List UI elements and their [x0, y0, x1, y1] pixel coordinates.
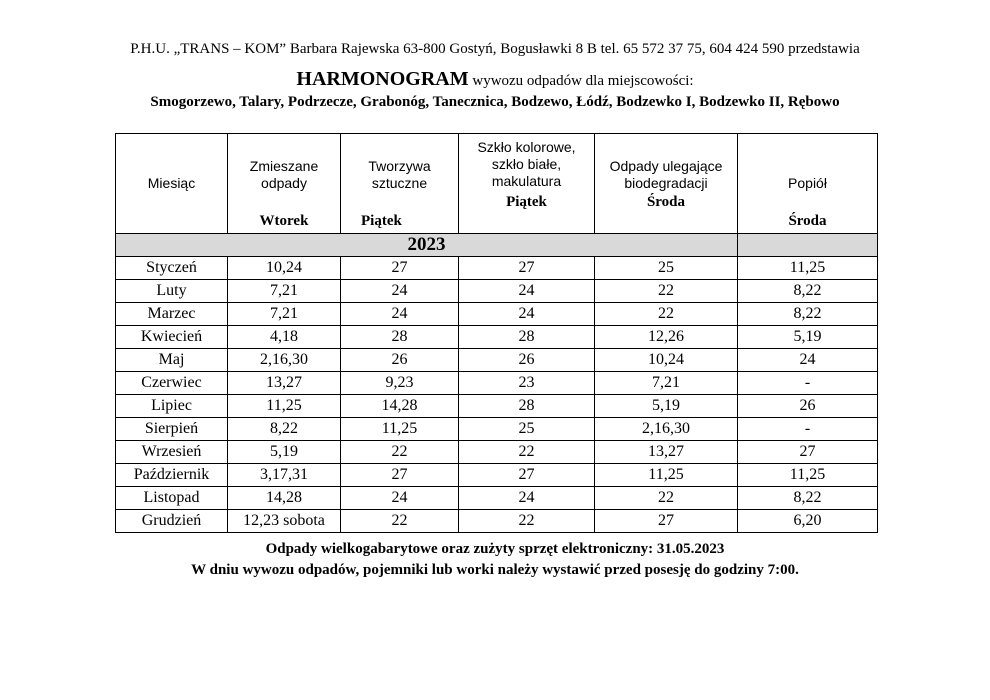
column-header-label: Szkło kolorowe, [477, 139, 576, 155]
column-header-month [116, 134, 228, 234]
month-cell: Wrzesień [116, 441, 228, 464]
biodegradable-cell: 25 [595, 257, 738, 280]
table-row [116, 326, 878, 349]
mixed-waste-cell: 5,19 [228, 441, 341, 464]
biodegradable-cell: 5,19 [595, 395, 738, 418]
bulky-waste-note: Odpady wielkogabarytowe oraz zużyty sprzęt elektroniczny: 31.05.2023 [265, 541, 725, 557]
month-cell: Lipiec [116, 395, 228, 418]
column-header-label: Zmieszane [249, 158, 319, 174]
table-row [116, 464, 878, 487]
biodegradable-cell: 2,16,30 [595, 418, 738, 441]
title-main: HARMONOGRAM [296, 68, 469, 90]
table-row [116, 395, 878, 418]
column-header-label: Popiół [788, 175, 827, 191]
plastics-cell: 28 [341, 326, 459, 349]
column-header-day: Środa [646, 194, 686, 210]
column-header-biodegradable [595, 134, 738, 234]
mixed-waste-cell: 7,21 [228, 303, 341, 326]
mixed-waste-cell: 12,23 sobota [228, 510, 341, 533]
month-cell: Kwiecień [116, 326, 228, 349]
ash-cell: 8,22 [738, 303, 878, 326]
glass-paper-cell: 28 [459, 326, 595, 349]
column-header-label: Tworzywa [368, 158, 431, 174]
column-header-label: biodegradacji [624, 175, 708, 191]
table-row [116, 418, 878, 441]
plastics-cell: 24 [341, 280, 459, 303]
glass-paper-cell: 24 [459, 303, 595, 326]
biodegradable-cell: 22 [595, 303, 738, 326]
plastics-cell: 24 [341, 487, 459, 510]
company-info: P.H.U. „TRANS – KOM” Barbara Rajewska 63-800 Gostyń, Bogusławki 8 B tel. 65 572 37 75, 604 424 590 przedstawia [130, 41, 860, 57]
ash-cell: 11,25 [738, 464, 878, 487]
column-header-label: sztuczne [371, 175, 428, 191]
ash-cell: 8,22 [738, 280, 878, 303]
glass-paper-cell: 25 [459, 418, 595, 441]
year-row [116, 234, 878, 257]
month-cell: Luty [116, 280, 228, 303]
table-row [116, 372, 878, 395]
glass-paper-cell: 23 [459, 372, 595, 395]
table-row [116, 349, 878, 372]
column-header-day: Środa [788, 213, 827, 229]
mixed-waste-cell: 2,16,30 [228, 349, 341, 372]
month-cell: Maj [116, 349, 228, 372]
column-header-ash [738, 134, 878, 234]
month-cell: Sierpień [116, 418, 228, 441]
month-cell: Grudzień [116, 510, 228, 533]
month-cell: Październik [116, 464, 228, 487]
plastics-cell: 22 [341, 441, 459, 464]
table-row [116, 510, 878, 533]
column-header-plastics [341, 134, 459, 234]
month-cell: Styczeń [116, 257, 228, 280]
biodegradable-cell: 22 [595, 487, 738, 510]
ash-cell: 26 [738, 395, 878, 418]
month-cell: Listopad [116, 487, 228, 510]
biodegradable-cell: 7,21 [595, 372, 738, 395]
glass-paper-cell: 28 [459, 395, 595, 418]
mixed-waste-cell: 13,27 [228, 372, 341, 395]
glass-paper-cell: 27 [459, 257, 595, 280]
ash-cell: 5,19 [738, 326, 878, 349]
table-row [116, 280, 878, 303]
glass-paper-cell: 24 [459, 280, 595, 303]
mixed-waste-cell: 4,18 [228, 326, 341, 349]
biodegradable-cell: 22 [595, 280, 738, 303]
column-header-mixed-waste [228, 134, 341, 234]
table-row [116, 441, 878, 464]
plastics-cell: 22 [341, 510, 459, 533]
year-row-blank-cell [738, 234, 878, 257]
title-subtitle: wywozu odpadów dla miejscowości: [468, 73, 694, 89]
ash-cell: 27 [738, 441, 878, 464]
glass-paper-cell: 22 [459, 441, 595, 464]
column-header-day: Piątek [506, 194, 547, 210]
column-header-label: odpady [261, 175, 307, 191]
biodegradable-cell: 12,26 [595, 326, 738, 349]
biodegradable-cell: 10,24 [595, 349, 738, 372]
column-header-label: szkło białe, [491, 156, 562, 172]
glass-paper-cell: 22 [459, 510, 595, 533]
mixed-waste-cell: 8,22 [228, 418, 341, 441]
biodegradable-cell: 13,27 [595, 441, 738, 464]
column-header-day: Piątek [361, 213, 402, 229]
column-header-label: Odpady ulegające [609, 158, 723, 174]
ash-cell: 8,22 [738, 487, 878, 510]
ash-cell: - [738, 418, 878, 441]
mixed-waste-cell: 11,25 [228, 395, 341, 418]
plastics-cell: 27 [341, 257, 459, 280]
mixed-waste-cell: 10,24 [228, 257, 341, 280]
mixed-waste-cell: 3,17,31 [228, 464, 341, 487]
ash-cell: 24 [738, 349, 878, 372]
table-row [116, 487, 878, 510]
document-title [0, 68, 990, 91]
plastics-cell: 11,25 [341, 418, 459, 441]
ash-cell: - [738, 372, 878, 395]
schedule-table [115, 133, 878, 533]
localities-list: Smogorzewo, Talary, Podrzecze, Grabonóg, Tanecznica, Bodzewo, Łódź, Bodzewko I, Bodzewko II, Rębowo [150, 94, 840, 110]
column-header-label: Miesiąc [147, 175, 196, 191]
mixed-waste-cell: 14,28 [228, 487, 341, 510]
table-row [116, 303, 878, 326]
month-cell: Czerwiec [116, 372, 228, 395]
month-cell: Marzec [116, 303, 228, 326]
plastics-cell: 24 [341, 303, 459, 326]
year-label: 2023 [116, 234, 738, 257]
glass-paper-cell: 27 [459, 464, 595, 487]
column-header-day: Wtorek [259, 213, 309, 229]
plastics-cell: 26 [341, 349, 459, 372]
table-header-row [116, 134, 878, 234]
glass-paper-cell: 26 [459, 349, 595, 372]
ash-cell: 11,25 [738, 257, 878, 280]
glass-paper-cell: 24 [459, 487, 595, 510]
plastics-cell: 9,23 [341, 372, 459, 395]
biodegradable-cell: 27 [595, 510, 738, 533]
table-row [116, 257, 878, 280]
column-header-label: makulatura [491, 173, 562, 189]
collection-instructions: W dniu wywozu odpadów, pojemniki lub worki należy wystawić przed posesję do godziny 7:00. [191, 562, 799, 578]
biodegradable-cell: 11,25 [595, 464, 738, 487]
mixed-waste-cell: 7,21 [228, 280, 341, 303]
ash-cell: 6,20 [738, 510, 878, 533]
column-header-glass-paper [459, 134, 595, 234]
plastics-cell: 27 [341, 464, 459, 487]
plastics-cell: 14,28 [341, 395, 459, 418]
